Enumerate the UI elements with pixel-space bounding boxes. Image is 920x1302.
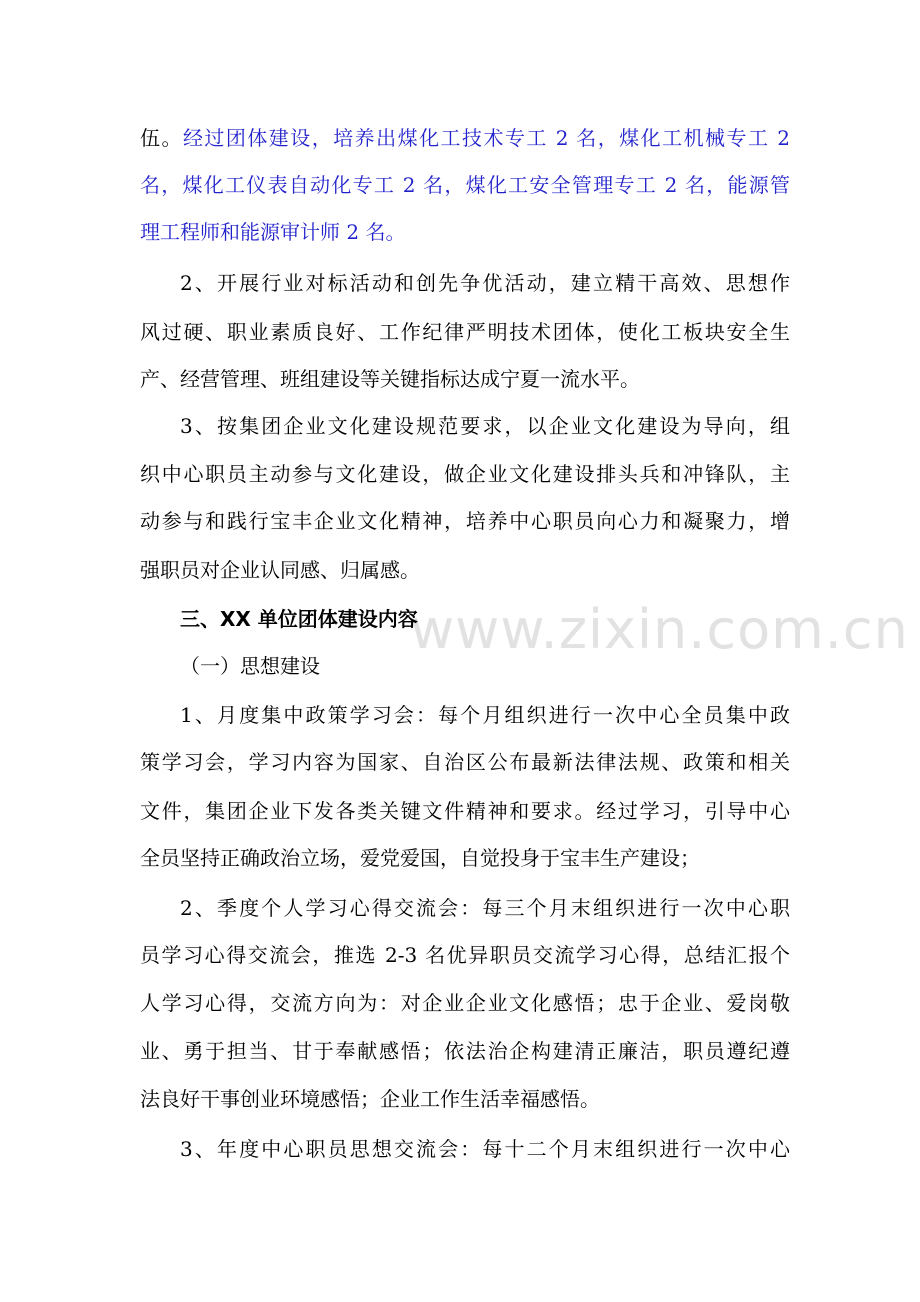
section-heading: 三、XX 单位团体建设内容 bbox=[180, 607, 418, 631]
paragraph-line: 3、按集团企业文化建设规范要求，以企业文化建设为导向，组 bbox=[180, 414, 790, 438]
paragraph-line: 2、开展行业对标活动和创先争优活动，建立精干高效、思想作 bbox=[180, 271, 790, 295]
paragraph-line: 动参与和践行宝丰企业文化精神，培养中心职员向心力和凝聚力，增 bbox=[140, 509, 790, 533]
paragraph-line: 名，煤化工仪表自动化专工 2 名，煤化工安全管理专工 2 名，能源管 bbox=[140, 173, 790, 197]
paragraph-line: 策学习会，学习内容为国家、自治区公布最新法律法规、政策和相关 bbox=[140, 750, 790, 774]
paragraph-line: 风过硬、职业素质良好、工作纪律严明技术团体，使化工板块安全生 bbox=[140, 320, 790, 344]
watermark: www.zixin.com.cn bbox=[410, 598, 909, 661]
paragraph-line bbox=[140, 125, 790, 151]
paragraph-line: 全员坚持正确政治立场，爱党爱国，自觉投身于宝丰生产建设； bbox=[140, 846, 700, 870]
paragraph-line: 文件，集团企业下发各类关键文件精神和要求。经过学习，引导中心 bbox=[140, 799, 790, 823]
paragraph-line: 法良好干事创业环境感悟；企业工作生活幸福感悟。 bbox=[140, 1087, 600, 1111]
paragraph-line: 人学习心得，交流方向为：对企业企业文化感悟；忠于企业、爱岗敬 bbox=[140, 991, 790, 1015]
paragraph-line: 强职员对企业认同感、归属感。 bbox=[140, 558, 420, 582]
paragraph-line: 产、经营管理、班组建设等关键指标达成宁夏一流水平。 bbox=[140, 367, 640, 391]
subsection-heading: （一）思想建设 bbox=[180, 654, 320, 678]
text-run: 伍。 bbox=[140, 126, 183, 150]
paragraph-line: 织中心职员主动参与文化建设，做企业文化建设排头兵和冲锋队，主 bbox=[140, 462, 790, 486]
paragraph-line: 2、季度个人学习心得交流会：每三个月末组织进行一次中心职 bbox=[180, 896, 790, 920]
paragraph-line: 3、年度中心职员思想交流会：每十二个月末组织进行一次中心 bbox=[180, 1137, 790, 1161]
paragraph-line: 1、月度集中政策学习会：每个月组织进行一次中心全员集中政 bbox=[180, 703, 790, 727]
paragraph-line: 业、勇于担当、甘于奉献感悟；依法治企构建清正廉洁，职员遵纪遵 bbox=[140, 1039, 790, 1063]
paragraph-line: 理工程师和能源审计师 2 名。 bbox=[140, 220, 406, 244]
paragraph-line: 员学习心得交流会，推选 2-3 名优异职员交流学习心得，总结汇报个 bbox=[140, 943, 790, 967]
highlighted-text-run: 经过团体建设，培养出煤化工技术专工 2 名，煤化工机械专工 2 bbox=[182, 126, 790, 150]
